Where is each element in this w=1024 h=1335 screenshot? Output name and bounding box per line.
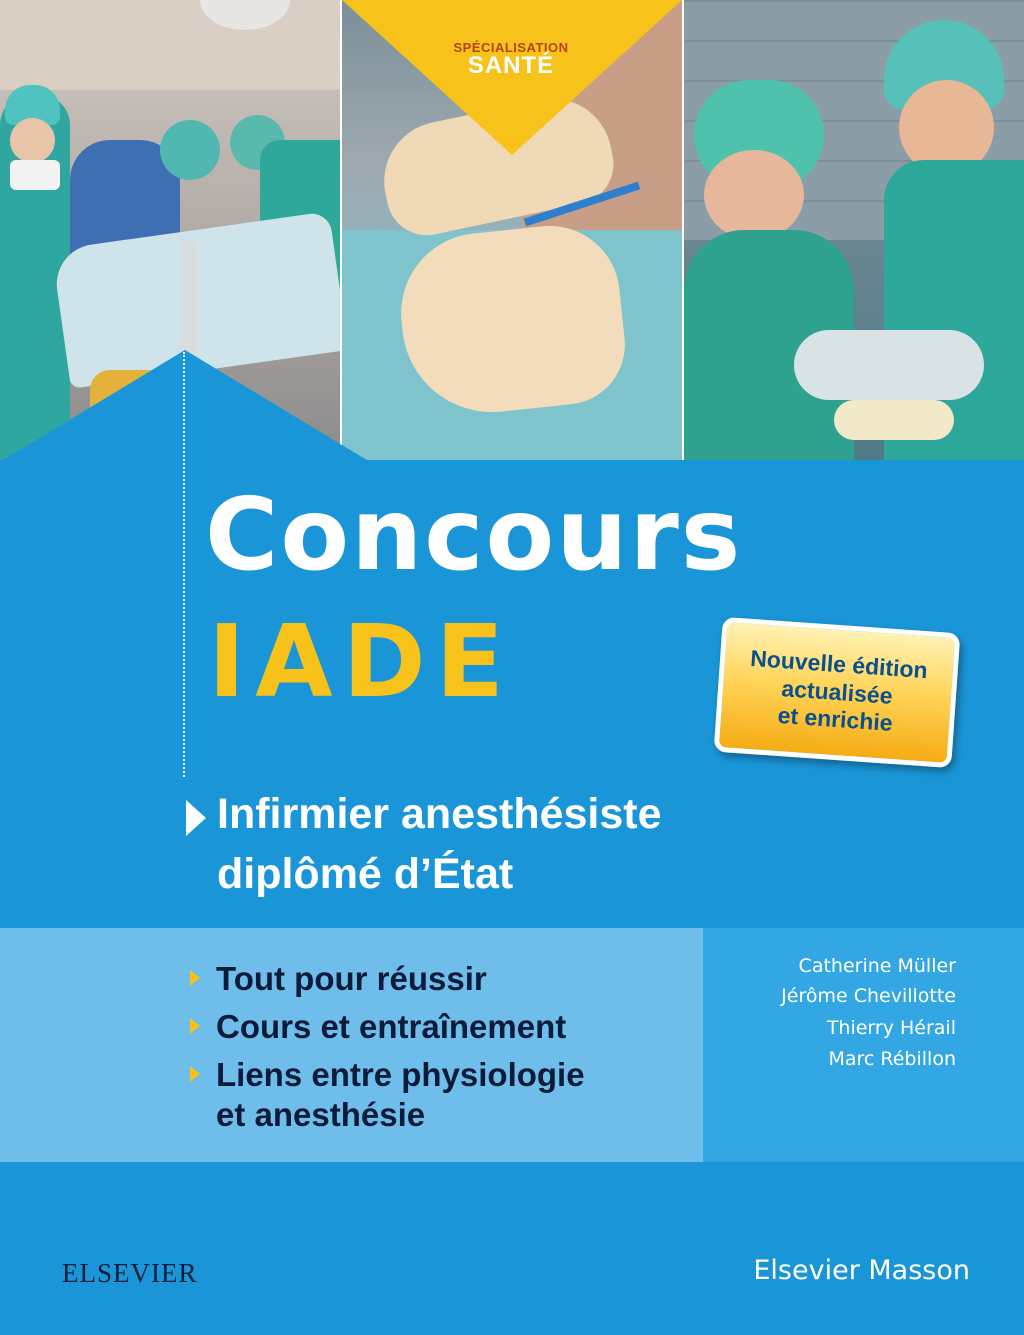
- publisher-panel: [0, 1162, 1024, 1335]
- dotted-guide-line: [183, 352, 185, 777]
- badge-line: actualisée: [780, 674, 894, 709]
- subtitle-line2: diplômé d’État: [217, 850, 514, 898]
- bullet-triangle-icon: [190, 1066, 200, 1082]
- bullet-triangle-icon: [190, 1018, 200, 1034]
- anesthesia-team-photo: [684, 0, 1024, 460]
- book-title-line1: Concours: [205, 476, 743, 593]
- bullet-triangle-icon: [190, 970, 200, 986]
- author-name: Catherine Müller: [798, 955, 956, 977]
- author-name: Jérôme Chevillotte: [781, 985, 956, 1007]
- publisher-imprint: Elsevier Masson: [753, 1255, 970, 1286]
- series-triangle: [342, 0, 682, 160]
- new-edition-badge: [714, 617, 961, 768]
- author-name: Marc Rébillon: [828, 1048, 956, 1070]
- publisher-logo-text: ELSEVIER: [62, 1258, 198, 1288]
- badge-line: et enrichie: [776, 702, 894, 737]
- subtitle-arrow-icon: [186, 800, 206, 836]
- subtitle-line1: Infirmier anesthésiste: [217, 790, 662, 838]
- series-label-big: SANTÉ: [467, 52, 555, 79]
- panel-peak: [0, 350, 370, 462]
- author-name: Thierry Hérail: [826, 1017, 956, 1039]
- badge-line: Nouvelle édition: [749, 645, 929, 684]
- series-label-small: SPÉCIALISATION: [453, 40, 569, 55]
- book-title-line2: IADE: [208, 603, 514, 720]
